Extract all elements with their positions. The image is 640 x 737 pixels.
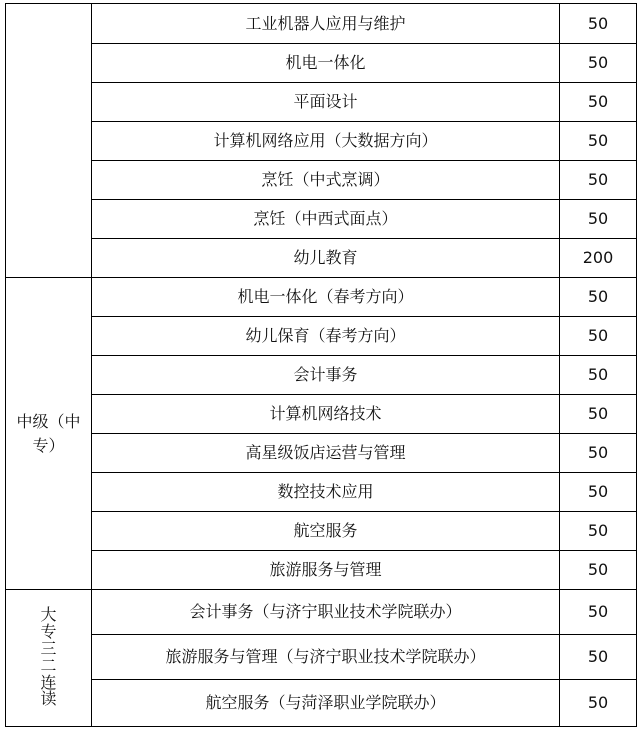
table-row <box>6 635 637 680</box>
quota-cell: 50 <box>560 680 637 727</box>
table-row <box>6 83 637 122</box>
table-row <box>6 278 637 317</box>
table-row <box>6 4 637 44</box>
table-row <box>6 161 637 200</box>
table-row <box>6 356 637 395</box>
major-cell: 平面设计 <box>92 83 560 122</box>
quota-cell: 50 <box>560 83 637 122</box>
table-row <box>6 590 637 635</box>
major-cell: 高星级饭店运营与管理 <box>92 434 560 473</box>
major-cell: 幼儿保育（春考方向） <box>92 317 560 356</box>
table-row <box>6 239 637 278</box>
table-row <box>6 473 637 512</box>
table-row <box>6 44 637 83</box>
table-row <box>6 317 637 356</box>
major-cell: 会计事务 <box>92 356 560 395</box>
major-cell: 工业机器人应用与维护 <box>92 4 560 44</box>
table-row <box>6 680 637 727</box>
category-label-line: 中级（中 <box>16 412 81 432</box>
quota-cell: 50 <box>560 395 637 434</box>
quota-cell: 50 <box>560 122 637 161</box>
table-row <box>6 512 637 551</box>
table-row <box>6 395 637 434</box>
major-cell: 机电一体化 <box>92 44 560 83</box>
category-label-vertical: 大专三二连读 <box>40 605 57 709</box>
quota-cell: 50 <box>560 317 637 356</box>
quota-cell: 50 <box>560 512 637 551</box>
quota-cell: 50 <box>560 44 637 83</box>
major-cell: 烹饪（中西式面点） <box>92 200 560 239</box>
major-cell: 旅游服务与管理（与济宁职业技术学院联办） <box>92 635 560 680</box>
quota-cell: 50 <box>560 473 637 512</box>
quota-cell: 200 <box>560 239 637 278</box>
major-cell: 幼儿教育 <box>92 239 560 278</box>
quota-cell: 50 <box>560 590 637 635</box>
quota-cell: 50 <box>560 635 637 680</box>
quota-cell: 50 <box>560 551 637 590</box>
enrollment-table <box>5 3 637 727</box>
category-cell-secondary <box>6 278 92 590</box>
quota-cell: 50 <box>560 356 637 395</box>
table-row <box>6 551 637 590</box>
major-cell: 机电一体化（春考方向） <box>92 278 560 317</box>
major-cell: 航空服务（与菏泽职业学院联办） <box>92 680 560 727</box>
table-row <box>6 434 637 473</box>
major-cell: 计算机网络技术 <box>92 395 560 434</box>
quota-cell: 50 <box>560 4 637 44</box>
major-cell: 数控技术应用 <box>92 473 560 512</box>
category-cell-college <box>6 590 92 727</box>
quota-cell: 50 <box>560 200 637 239</box>
major-cell: 烹饪（中式烹调） <box>92 161 560 200</box>
major-cell: 会计事务（与济宁职业技术学院联办） <box>92 590 560 635</box>
category-cell-empty <box>6 4 92 278</box>
category-label-line: 专） <box>32 435 65 455</box>
table-row <box>6 122 637 161</box>
major-cell: 航空服务 <box>92 512 560 551</box>
major-cell: 旅游服务与管理 <box>92 551 560 590</box>
table-row <box>6 200 637 239</box>
major-cell: 计算机网络应用（大数据方向） <box>92 122 560 161</box>
quota-cell: 50 <box>560 161 637 200</box>
quota-cell: 50 <box>560 434 637 473</box>
quota-cell: 50 <box>560 278 637 317</box>
